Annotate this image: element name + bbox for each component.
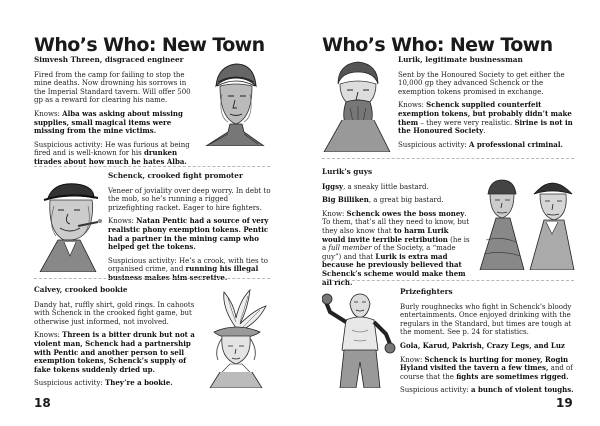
simvesh-heading: Simvesh Threen, disgraced engineer: [34, 55, 184, 64]
simvesh-portrait: [198, 56, 270, 146]
prizefighters-names: Gola, Karud, Pakrish, Crazy Legs, and Luz: [400, 340, 565, 350]
lurik-bio: Sent by the Honoured Society to get either the 10,000 gp they advanced Schenck or the exemption tokens promised in exchange.: [398, 70, 565, 96]
right-page: [300, 0, 600, 426]
lurik-suspicious: Suspicious activity: A professional criminal.: [398, 139, 563, 149]
divider: [322, 280, 574, 281]
lurik-heading: Lurik, legitimate businessman: [398, 55, 523, 64]
simvesh-knows: Knows: Alba was asking about missing supplies, small magical items were missing from the mine victims.: [34, 108, 183, 136]
schenck-suspicious: Suspicious activity: He’s a crook, with ties to organised crime, and running his illegal business makes him secretive.: [108, 256, 268, 282]
prizefighters-bio: Burly roughnecks who fight in Schenck’s bloody entertainments. Once enjoyed drinking with the regulars in the Standard, but times are tough at the moment. See p. 24 for statistics.: [400, 302, 572, 337]
divider: [34, 166, 270, 167]
schenck-knows: Knows: Natan Pentic had a source of very realistic phony exemption tokens. Pentic had a partner in the mining camp who helped get the tokens.: [108, 216, 269, 252]
simvesh-entry: [34, 56, 194, 167]
prizefighters-suspicious: Suspicious activity: a bunch of violent toughs.: [400, 385, 574, 395]
iggsy-line: Iggsy, a sneaky little bastard.: [322, 181, 429, 191]
calvey-portrait: [200, 288, 272, 388]
guys-heading: Lurik’s guys: [322, 167, 373, 176]
calvey-heading: Calvey, crooked bookie: [34, 285, 128, 294]
guys-entry: [322, 168, 474, 287]
page-title: Who’s Who: New Town: [34, 34, 265, 56]
page-number: 19: [556, 396, 573, 410]
calvey-entry: [34, 286, 196, 388]
divider: [322, 158, 574, 159]
schenck-portrait: [34, 176, 104, 272]
prizefighters-entry: [400, 288, 574, 395]
simvesh-suspicious: Suspicious activity: He was furious at being fired and is well-known for his drunken tirades about how much he hates Alba.: [34, 140, 190, 166]
lurik-knows: Knows: Schenck supplied counterfeit exemption tokens, but probably didn’t make them – they were very realistic. Sirine is not in the Honoured Society.: [398, 100, 573, 136]
page-title: Who’s Who: New Town: [322, 34, 553, 56]
schenck-bio: Veneer of joviality over deep worry. In debt to the mob, so he’s running a rigged prizefighting racket. Eager to hire fighters.: [108, 186, 271, 212]
prizefighters-know: Know: Schenck is hurting for money, Rogin Hyland visited the tavern a few times, and of course that the fights are sometimes rigged.: [400, 354, 573, 381]
calvey-suspicious: Suspicious activity: They’re a bookie.: [34, 378, 173, 388]
calvey-knows: Knows: Threen is a bitter drunk but not a violent man, Schenck had a partnership with Pentic and another person to sell exemption tokens, Schenck’s supply of fake tokens suddenly dried up.: [34, 330, 195, 374]
simvesh-bio: Fired from the camp for failing to stop the mine deaths. Now drowning his sorrows in the Imperial Standard tavern. Will offer 500 gp as a reward for clearing his name.: [34, 70, 191, 105]
lurik-entry: [398, 56, 574, 149]
billiken-portrait: [528, 170, 576, 270]
schenck-entry: [108, 172, 272, 283]
divider: [34, 278, 270, 279]
calvey-bio: Dandy hat, ruffly shirt, gold rings. In cahoots with Schenck in the crooked fight game, but otherwise just informed, not involved.: [34, 300, 195, 326]
schenck-heading: Schenck, crooked fight promoter: [108, 171, 243, 180]
guys-know: Know: Schenck owes the boss money. To them, that’s all they need to know, but they also know that to harm Lurik would invite terrible retribution (he is a full member of the Society, a “made guy”) and that Lurik is extra mad because he previously believed that Schenck’s scheme would make them all rich.: [322, 208, 470, 287]
billiken-line: Big Billiken, a great big bastard.: [322, 195, 444, 205]
page-number: 18: [34, 396, 51, 410]
prizefighters-heading: Prizefighters: [400, 287, 453, 296]
lurik-portrait: [322, 56, 392, 152]
prizefighter-portrait: [322, 290, 396, 388]
iggsy-portrait: [476, 170, 526, 270]
